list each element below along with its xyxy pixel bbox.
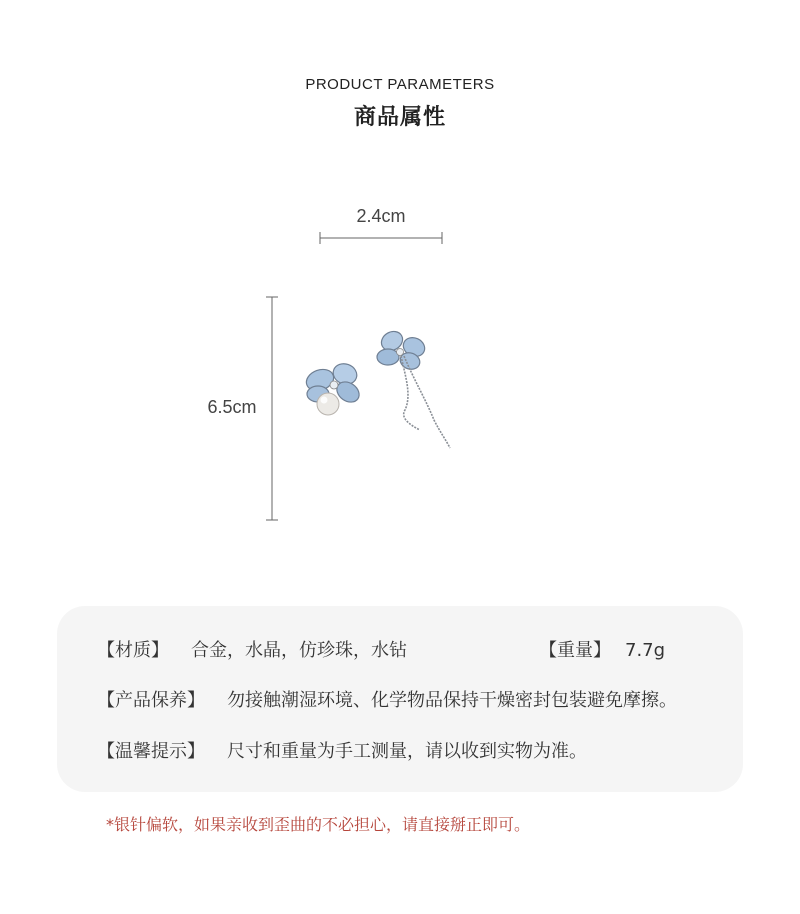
- spec-row-care: [97, 686, 677, 712]
- spec-row-weight: [539, 636, 665, 662]
- spec-panel: [57, 606, 743, 792]
- weight-value: 7.7g: [625, 640, 666, 661]
- height-dimension-label: 6.5cm: [207, 397, 257, 417]
- title-english: PRODUCT PARAMETERS: [305, 76, 495, 93]
- material-value: 合金，水晶，仿珍珠，水钻: [191, 640, 407, 661]
- flower-tassel-earring-image: [377, 328, 450, 448]
- spec-row-material: [97, 636, 407, 662]
- width-measure-line: [320, 232, 442, 244]
- height-measure-line: [266, 297, 278, 520]
- tip-label: 【温馨提示】: [97, 741, 205, 762]
- care-label: 【产品保养】: [97, 690, 205, 711]
- title-chinese: 商品属性: [353, 105, 446, 130]
- flower-pearl-earring-image: [303, 360, 363, 415]
- silver-needle-note: *银针偏软，如果亲收到歪曲的不必担心，请直接掰正即可。: [106, 815, 531, 834]
- weight-label: 【重量】: [539, 640, 611, 661]
- material-label: 【材质】: [97, 640, 169, 661]
- tip-value: 尺寸和重量为手工测量，请以收到实物为准。: [227, 741, 587, 762]
- care-value: 勿接触潮湿环境、化学物品保持干燥密封包装避免摩擦。: [227, 690, 677, 711]
- spec-row-tip: [97, 737, 587, 763]
- width-dimension-label: 2.4cm: [356, 206, 406, 226]
